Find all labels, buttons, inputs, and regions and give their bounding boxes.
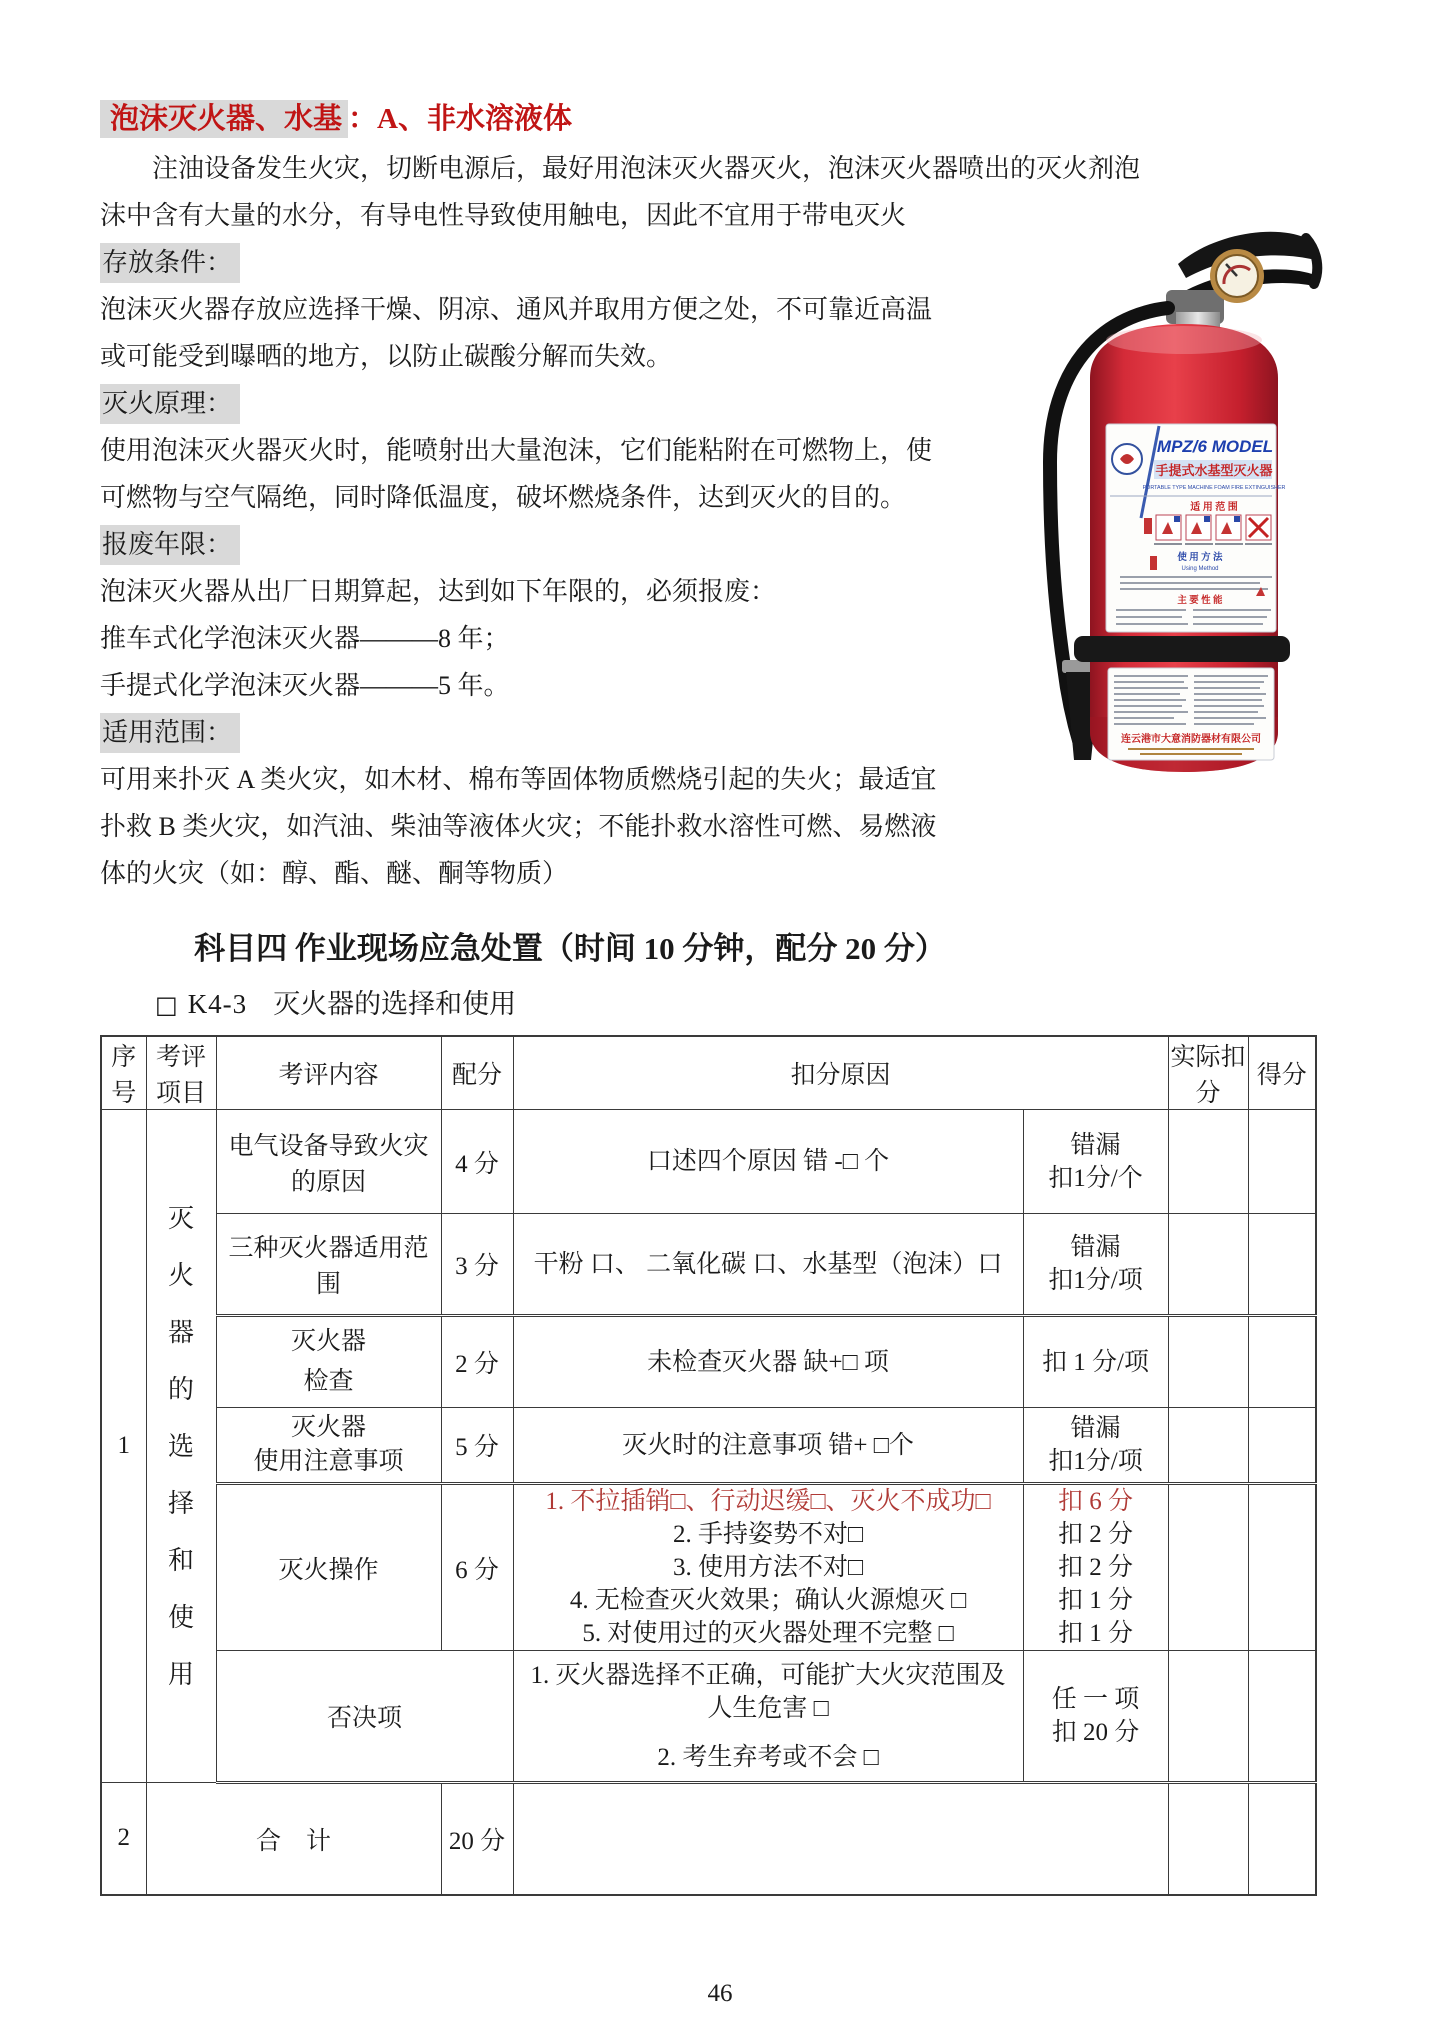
content-cell: 三种灭火器适用范围: [216, 1214, 441, 1316]
col-header-gain: 得分: [1248, 1036, 1316, 1110]
section-label-principle: 灭火原理：: [100, 384, 240, 424]
reason-cell: 1. 灭火器选择不正确，可能扩大火灾范围及 人生危害 □ 2. 考生弃考或不会 □: [513, 1651, 1023, 1783]
content-cell: [216, 1408, 441, 1484]
content-cell: 灭火操作: [216, 1484, 441, 1651]
score-cell: 5 分: [441, 1408, 513, 1484]
gain-cell: [1248, 1316, 1316, 1408]
content-line: 灭火器: [290, 1328, 366, 1355]
page-title: [100, 96, 1100, 137]
rule-cell: [1023, 1484, 1168, 1651]
content-line: 检查: [303, 1368, 354, 1395]
rule-cell: 任 一 项 扣 20 分: [1023, 1651, 1168, 1783]
col-header-item: 考评项目: [146, 1036, 216, 1110]
reason-line-red: 1. 不拉插销□、行动迟缓□、灭火不成功□: [545, 1488, 991, 1515]
reason-cell: 灭火时的注意事项 错+ □个: [513, 1408, 1023, 1484]
col-header-score: 配分: [441, 1036, 513, 1110]
scoring-table: [100, 1035, 1317, 1896]
actual-deduction-cell: [1168, 1214, 1248, 1316]
total-label-cell: 合 计: [146, 1783, 441, 1895]
label-name-en-text: PORTABLE TYPE MACHINE FOAM FIRE EXTINGUISHER: [1142, 485, 1286, 491]
section-scrap: [100, 521, 1100, 709]
rule-cell: 扣 1 分/项: [1023, 1316, 1168, 1408]
table-header-row: [101, 1036, 1316, 1110]
gain-cell: [1248, 1651, 1316, 1783]
rule-line-red: 扣 6 分: [1058, 1488, 1134, 1515]
table-total-row: [101, 1783, 1316, 1895]
prohibited-pictogram: [1246, 515, 1271, 540]
table-row: [101, 1408, 1316, 1484]
k43-code: K4-3: [187, 989, 248, 1019]
table-row: [101, 1110, 1316, 1214]
col-header-no: 序号: [101, 1036, 146, 1110]
score-cell: 6 分: [441, 1484, 513, 1651]
section-storage: [100, 239, 1100, 380]
k43-item-line: [155, 982, 1100, 1021]
rule-cell: 错漏 扣1分/项: [1023, 1214, 1168, 1316]
actual-deduction-cell: [1168, 1408, 1248, 1484]
content-line: 使用注意事项: [253, 1448, 404, 1475]
table-row: [101, 1316, 1316, 1408]
label-company-text: 连云港市大意消防器材有限公司: [1121, 734, 1261, 745]
actual-deduction-cell: [1168, 1110, 1248, 1214]
actual-deduction-cell: [1168, 1484, 1248, 1651]
group-number-cell: 1: [101, 1110, 146, 1783]
reason-lines: 2. 手持姿势不对□ 3. 使用方法不对□ 4. 无检查灭火效果；确认火源熄灭 □ 5. 对使用过的灭火器处理不完整 □: [569, 1521, 967, 1647]
extinguisher-strap: [1074, 636, 1290, 662]
reason-cell: 未检查灭火器 缺+□ 项: [513, 1316, 1023, 1408]
reason-cell: 干粉 口、 二氧化碳 口、水基型（泡沫）口: [513, 1214, 1023, 1316]
content-cell-veto: 否决项: [216, 1651, 513, 1783]
table-row: [101, 1214, 1316, 1316]
subject-four-heading: 科目四 作业现场应急处置（时间 10 分钟，配分 20 分）: [194, 931, 946, 966]
score-cell: 2 分: [441, 1316, 513, 1408]
group-item-vertical-text: 灭 火 器 的 选 择 和 使 用: [167, 1203, 194, 1689]
content-line: 灭火器: [290, 1414, 366, 1441]
section-scope: [100, 709, 1100, 897]
content-cell: 电气设备导致火灾的原因: [216, 1110, 441, 1214]
class-c-pictogram: [1216, 515, 1241, 540]
small-extinguisher-glyph: [1144, 518, 1152, 534]
label-scope-text: 适 用 范 围: [1190, 502, 1238, 513]
section-label-scope: 适用范围：: [100, 713, 240, 753]
scope-paragraph: 可用来扑灭 A 类火灾，如木材、棉布等固体物质燃烧引起的失火；最适宜 扑救 B 类火灾，如汽油、柴油等液体火灾；不能扑救水溶性可燃、易燃液 体的火灾（如：醇、酯、醚、酮等物质）: [100, 765, 937, 888]
col-header-reason: 扣分原因: [513, 1036, 1168, 1110]
extinguisher-label-lower: [1108, 668, 1274, 760]
actual-deduction-cell: [1168, 1316, 1248, 1408]
section-principle: [100, 380, 1100, 521]
gain-cell: [1248, 1783, 1316, 1895]
col-header-actual-deduction: 实际扣分: [1168, 1036, 1248, 1110]
page-number: 46: [707, 1980, 733, 2007]
rule-cell: 错漏 扣1分/项: [1023, 1408, 1168, 1484]
fire-extinguisher-illustration: [1028, 212, 1340, 816]
total-reason-cell: [513, 1783, 1168, 1895]
intro-paragraph: 注油设备发生火灾，切断电源后，最好用泡沫灭火器灭火，泡沫灭火器喷出的灭火剂泡 沫中含有大量的水分，有导电性导致使用触电，因此不宜用于带电灭火: [100, 154, 1141, 230]
score-cell: 3 分: [441, 1214, 513, 1316]
reason-cell: [513, 1484, 1023, 1651]
rule-lines: 扣 2 分 扣 2 分 扣 1 分 扣 1 分: [1058, 1521, 1134, 1647]
total-score-cell: 20 分: [441, 1783, 513, 1895]
page-title-highlighted: 泡沫灭火器、水基: [100, 100, 348, 138]
table-row: [101, 1484, 1316, 1651]
tiny-caption-lines: [1154, 543, 1272, 545]
extinguisher-label-upper: [1106, 424, 1286, 632]
small-extinguisher-glyph: [1150, 556, 1157, 570]
reason-cell: 口述四个原因 错 -□ 个: [513, 1110, 1023, 1214]
storage-paragraph: 泡沫灭火器存放应选择干燥、阴凉、通风并取用方便之处，不可靠近高温 或可能受到曝晒的地方，以防止碳酸分解而失效。: [100, 295, 933, 371]
actual-deduction-cell: [1168, 1651, 1248, 1783]
label-name-text: 手提式水基型灭火器: [1155, 463, 1273, 478]
content-cell: [216, 1316, 441, 1408]
fire-extinguisher-image: [1028, 212, 1340, 816]
k43-title: 灭火器的选择和使用: [273, 989, 517, 1019]
page-title-rest: ：A、非水溶液体: [348, 103, 572, 135]
k43-checkbox-icon: □: [155, 991, 178, 1019]
class-a-pictogram: [1156, 515, 1181, 540]
pressure-gauge-icon: [1210, 249, 1264, 303]
score-cell: 4 分: [441, 1110, 513, 1214]
label-method-en-text: Using Method: [1181, 566, 1219, 572]
class-b-pictogram: [1186, 515, 1211, 540]
section-label-storage: 存放条件：: [100, 243, 240, 283]
gain-cell: [1248, 1408, 1316, 1484]
actual-deduction-cell: [1168, 1783, 1248, 1895]
scrap-paragraph: 泡沫灭火器从出厂日期算起，达到如下年限的，必须报废： 推车式化学泡沫灭火器———8 年； 手提式化学泡沫灭火器———5 年。: [100, 577, 777, 700]
group-item-cell: [146, 1110, 216, 1783]
table-row: [101, 1651, 1316, 1783]
gain-cell: [1248, 1484, 1316, 1651]
gain-cell: [1248, 1110, 1316, 1214]
section-label-scrap: 报废年限：: [100, 525, 240, 565]
total-number-cell: 2: [101, 1783, 146, 1895]
gain-cell: [1248, 1214, 1316, 1316]
principle-paragraph: 使用泡沫灭火器灭火时，能喷射出大量泡沫，它们能粘附在可燃物上，使 可燃物与空气隔绝，同时降低温度，破坏燃烧条件，达到灭火的目的。: [100, 436, 933, 512]
rule-cell: 错漏 扣1分/个: [1023, 1110, 1168, 1214]
label-method-text: 使 用 方 法: [1177, 553, 1223, 563]
label-model-text: MPZ/6 MODEL: [1156, 437, 1274, 456]
col-header-content: 考评内容: [216, 1036, 441, 1110]
label-capability-text: 主 要 性 能: [1177, 596, 1223, 606]
